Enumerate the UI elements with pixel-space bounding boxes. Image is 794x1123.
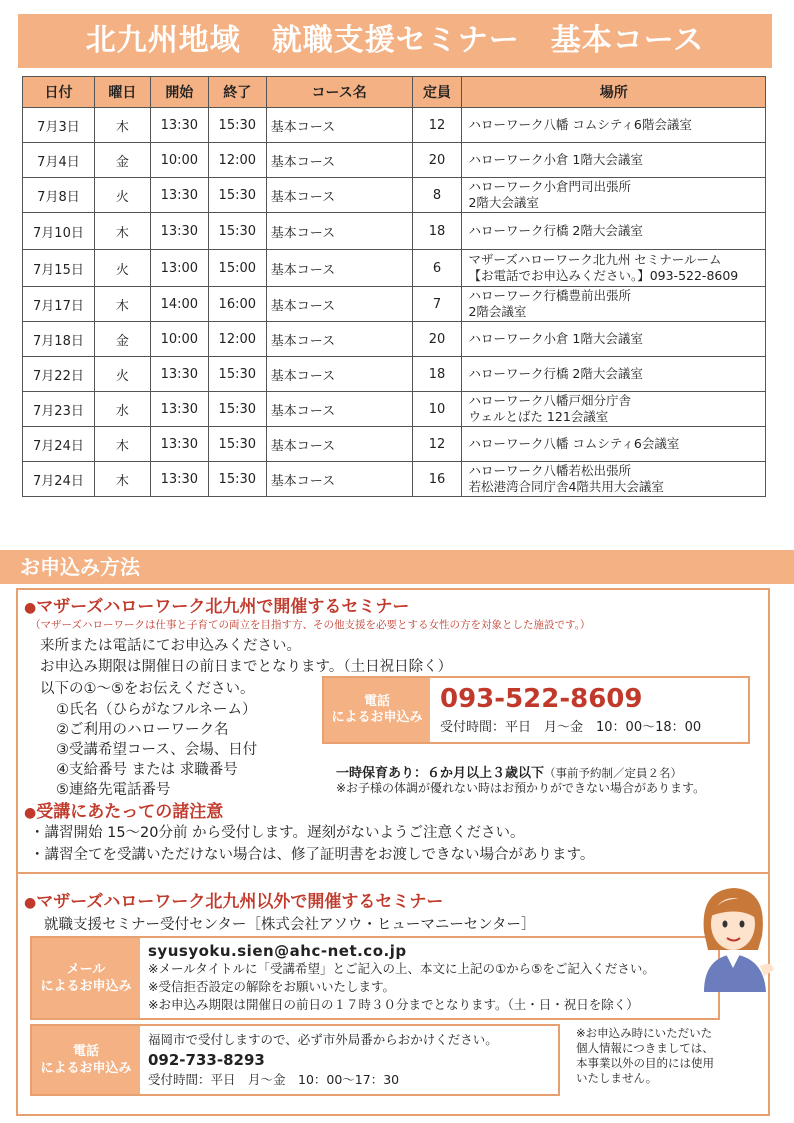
table-cell: 13:30 [150, 462, 208, 497]
others-tel-hours: 受付時間：平日 月～金 10：00～17：30 [148, 1072, 400, 1087]
others-tel-number[interactable]: 092-733-8293 [148, 1051, 265, 1069]
table-row [23, 357, 766, 392]
table-cell: 基本コース [266, 213, 412, 250]
table-cell: 基本コース [266, 322, 412, 357]
table-cell: 13:30 [150, 178, 208, 213]
table-cell: 基本コース [266, 427, 412, 462]
table-cell: 16 [412, 462, 462, 497]
column-header: 日付 [23, 77, 95, 108]
info-item-5: ⑤連絡先電話番号 [56, 782, 171, 798]
tel-label: 電話 によるお申込み [324, 678, 430, 742]
table-cell: 15:00 [208, 250, 266, 287]
table-cell: 12 [412, 427, 462, 462]
table-cell: 木 [94, 287, 150, 322]
location-line: ハローワーク八幡 コムシティ6会議室 [468, 436, 680, 451]
childcare-info: 一時保育あり：６か月以上３歳以下（事前予約制／定員２名） [336, 766, 683, 781]
table-cell: 7月10日 [23, 213, 95, 250]
location-line: ハローワーク八幡若松出張所 [468, 463, 631, 478]
bullet-icon: ● [24, 805, 37, 821]
table-cell: 6 [412, 250, 462, 287]
table-cell: 基本コース [266, 287, 412, 322]
table-cell: 基本コース [266, 392, 412, 427]
bullet-icon: ● [24, 600, 37, 616]
table-cell: 16:00 [208, 287, 266, 322]
mothers-line1: 来所または電話にてお申込みください。 [40, 638, 301, 654]
location-line: ハローワーク八幡 コムシティ6階会議室 [468, 117, 692, 132]
table-cell: 木 [94, 427, 150, 462]
location-line: 2階会議室 [468, 304, 527, 319]
tel-label: 電話 によるお申込み [32, 1026, 140, 1094]
table-cell: 7月3日 [23, 108, 95, 143]
location-cell [462, 108, 766, 143]
page-title: 北九州地域 就職支援セミナー 基本コース [85, 23, 705, 58]
table-cell: 基本コース [266, 357, 412, 392]
table-cell: 木 [94, 462, 150, 497]
info-item-1: ①氏名（ひらがなフルネーム） [56, 702, 257, 718]
note-item-1: ・講習開始 15～20分前 から受付します。遅刻がないようご注意ください。 [30, 825, 525, 841]
mothers-heading: ●マザーズハローワーク北九州で開催するセミナー [24, 597, 410, 617]
mothers-tel-hours: 受付時間：平日 月～金 10：00～18：00 [440, 720, 702, 735]
location-cell [462, 322, 766, 357]
location-cell [462, 287, 766, 322]
table-cell: 15:30 [208, 108, 266, 143]
table-cell: 7月15日 [23, 250, 95, 287]
table-row [23, 427, 766, 462]
bullet-icon: ● [24, 895, 37, 911]
location-cell [462, 213, 766, 250]
table-cell: 13:30 [150, 108, 208, 143]
table-cell: 火 [94, 250, 150, 287]
table-cell: 18 [412, 357, 462, 392]
location-cell [462, 392, 766, 427]
location-cell [462, 427, 766, 462]
table-cell: 7月23日 [23, 392, 95, 427]
table-cell: 7 [412, 287, 462, 322]
table-cell: 13:30 [150, 357, 208, 392]
howto-section-bar [0, 550, 794, 584]
table-cell: 金 [94, 143, 150, 178]
table-header-row [23, 77, 766, 108]
table-cell: 水 [94, 392, 150, 427]
table-cell: 7月8日 [23, 178, 95, 213]
mail-note-2: ※受信拒否設定の解除をお願いいたします。 [148, 979, 395, 994]
location-line: ウェルとばた 121会議室 [468, 409, 609, 424]
table-row [23, 250, 766, 287]
table-cell: 火 [94, 178, 150, 213]
table-row [23, 287, 766, 322]
column-header: 開始 [150, 77, 208, 108]
table-cell: 12 [412, 108, 462, 143]
table-cell: 13:00 [150, 250, 208, 287]
location-cell [462, 357, 766, 392]
mothers-note: （マザーズハローワークは仕事と子育ての両立を目指す方、その他支援を必要とする女性の方を対象とした施設です。） [30, 619, 591, 631]
location-line: ハローワーク小倉門司出張所 [468, 179, 631, 194]
info-item-3: ③受講希望コース、会場、日付 [56, 742, 258, 758]
table-cell: 20 [412, 143, 462, 178]
childcare-caution: ※お子様の体調が優れない時はお預かりができない場合があります。 [336, 781, 706, 795]
others-tel-note: 福岡市で受付しますので、必ず市外局番からおかけください。 [148, 1032, 498, 1047]
location-line: 【お電話でお申込みください。】093-522-8609 [468, 268, 739, 283]
table-cell: 7月4日 [23, 143, 95, 178]
location-line: ハローワーク小倉 1階大会議室 [468, 331, 643, 346]
table-cell: 火 [94, 357, 150, 392]
location-line: ハローワーク行橋豊前出張所 [468, 288, 631, 303]
table-cell: 12:00 [208, 143, 266, 178]
table-cell: 15:30 [208, 178, 266, 213]
mothers-line3: 以下の①～⑤をお伝えください。 [40, 681, 255, 697]
table-row [23, 462, 766, 497]
howto-title: お申込み方法 [20, 555, 140, 579]
location-cell [462, 250, 766, 287]
notes-heading: ●受講にあたっての諸注意 [24, 802, 224, 822]
table-cell: 10:00 [150, 143, 208, 178]
table-row [23, 213, 766, 250]
table-cell: 10:00 [150, 322, 208, 357]
table-cell: 金 [94, 322, 150, 357]
privacy-note: ※お申込み時にいただいた 個人情報につきましては、 本事業以外の目的には使用 いたしません。 [576, 1026, 714, 1085]
location-line: 2階大会議室 [468, 195, 539, 210]
location-line: ハローワーク八幡戸畑分庁舎 [468, 393, 631, 408]
note-item-2: ・講習全てを受講いただけない場合は、修了証明書をお渡しできない場合があります。 [30, 847, 595, 863]
table-cell: 基本コース [266, 250, 412, 287]
table-cell: 15:30 [208, 462, 266, 497]
location-line: ハローワーク行橋 2階大会議室 [468, 366, 643, 381]
location-line: 若松港湾合同庁舎4階共用大会議室 [468, 479, 664, 494]
table-cell: 基本コース [266, 108, 412, 143]
table-cell: 20 [412, 322, 462, 357]
table-cell: 8 [412, 178, 462, 213]
table-row [23, 108, 766, 143]
table-cell: 14:00 [150, 287, 208, 322]
mail-note-1: ※メールタイトルに「受講希望」とご記入の上、本文に上記の①から⑤をご記入ください。 [148, 961, 655, 976]
others-center: 就職支援セミナー受付センター［株式会社アソウ・ヒューマニーセンター］ [44, 917, 536, 933]
table-cell: 13:30 [150, 392, 208, 427]
table-cell: 木 [94, 213, 150, 250]
schedule-table [22, 76, 766, 497]
mothers-line2: お申込み期限は開催日の前日までとなります。（土日祝日除く） [40, 659, 453, 675]
table-cell: 15:30 [208, 357, 266, 392]
table-row [23, 392, 766, 427]
table-cell: 木 [94, 108, 150, 143]
location-line: マザーズハローワーク北九州 セミナールーム [468, 252, 722, 267]
location-cell [462, 462, 766, 497]
info-item-4: ④支給番号 または 求職番号 [56, 762, 238, 778]
table-cell: 15:30 [208, 427, 266, 462]
mail-label: メール によるお申込み [32, 938, 140, 1018]
table-cell: 15:30 [208, 213, 266, 250]
table-cell: 7月24日 [23, 462, 95, 497]
column-header: コース名 [266, 77, 412, 108]
mail-note-3: ※お申込み期限は開催日の前日の１７時３０分までとなります。（土・日・祝日を除く） [148, 997, 639, 1012]
table-cell: 7月17日 [23, 287, 95, 322]
column-header: 曜日 [94, 77, 150, 108]
table-cell: 7月22日 [23, 357, 95, 392]
table-cell: 15:30 [208, 392, 266, 427]
table-cell: 18 [412, 213, 462, 250]
table-cell: 基本コース [266, 462, 412, 497]
table-cell: 基本コース [266, 143, 412, 178]
location-line: ハローワーク行橋 2階大会議室 [468, 223, 643, 238]
receptionist-illustration-icon [690, 880, 774, 992]
table-cell: 13:30 [150, 427, 208, 462]
location-line: ハローワーク小倉 1階大会議室 [468, 152, 643, 167]
table-cell: 12:00 [208, 322, 266, 357]
table-row [23, 322, 766, 357]
table-cell: 13:30 [150, 213, 208, 250]
column-header: 定員 [412, 77, 462, 108]
info-item-2: ②ご利用のハローワーク名 [56, 722, 229, 738]
column-header: 場所 [462, 77, 766, 108]
others-heading: ●マザーズハローワーク北九州以外で開催するセミナー [24, 892, 444, 912]
title-banner [18, 14, 772, 68]
table-row [23, 143, 766, 178]
email-address[interactable]: syusyoku.sien@ahc-net.co.jp [148, 942, 407, 960]
table-row [23, 178, 766, 213]
location-cell [462, 143, 766, 178]
location-cell [462, 178, 766, 213]
mail-box [30, 936, 720, 1020]
table-cell: 7月18日 [23, 322, 95, 357]
mothers-tel-number[interactable]: 093-522-8609 [440, 684, 643, 714]
table-cell: 7月24日 [23, 427, 95, 462]
table-cell: 10 [412, 392, 462, 427]
table-cell: 基本コース [266, 178, 412, 213]
others-tel-box [30, 1024, 560, 1096]
mothers-tel-box [322, 676, 750, 744]
column-header: 終了 [208, 77, 266, 108]
